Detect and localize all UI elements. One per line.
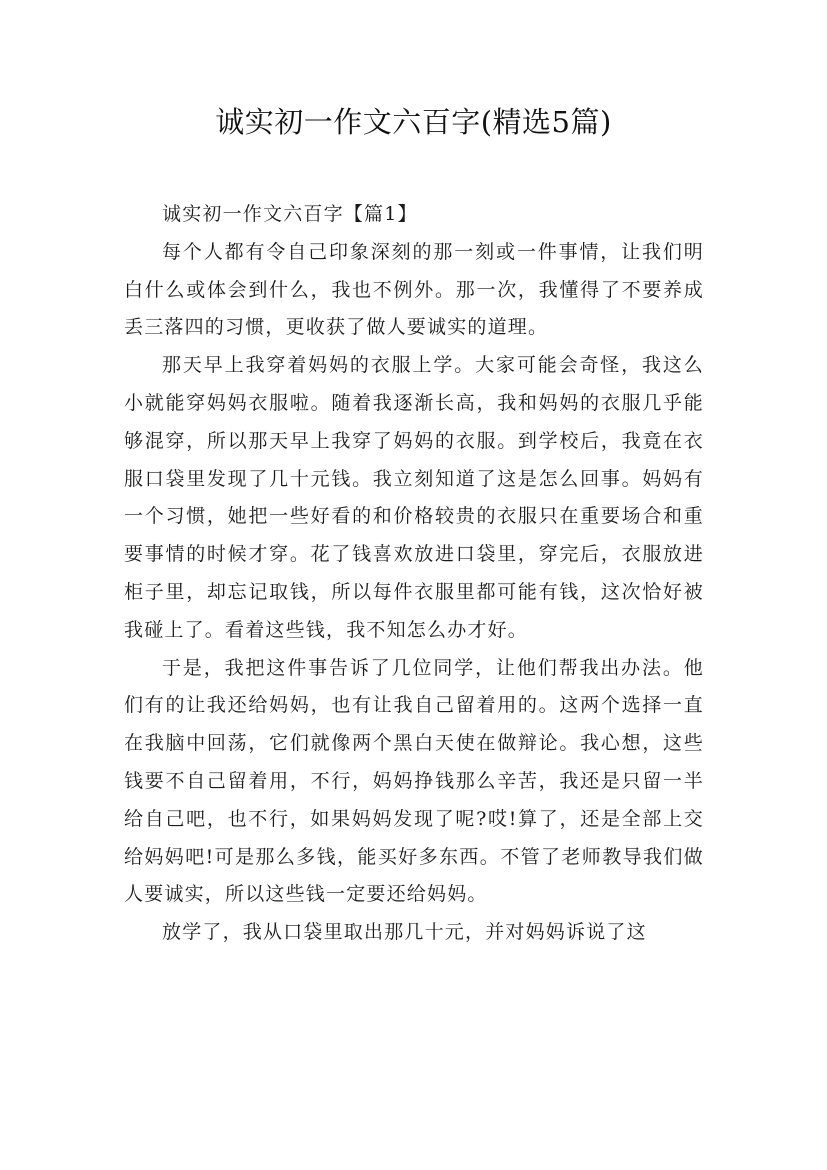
section-heading: 诚实初一作文六百字【篇1】: [162, 203, 418, 225]
paragraph-2: 那天早上我穿着妈妈的衣服上学。大家可能会奇怪，我这么小就能穿妈妈衣服啦。随着我逐渐长高，我和妈妈的衣服几乎能够混穿，所以那天早上我穿了妈妈的衣服。到学校后，我竟在衣服口袋里发现了几十元钱。我立刻知道了这是怎么回事。妈妈有一个习惯，她把一些好看的和价格较贵的衣服只在重要场合和重要事情的时候才穿。花了钱喜欢放进口袋里，穿完后，衣服放进柜子里，却忘记取钱，所以每件衣服里都可能有钱，这次恰好被我碰上了。看着这些钱，我不知怎么办才好。: [124, 354, 704, 641]
document-title: 诚实初一作文六百字(精选5篇): [215, 105, 612, 139]
paragraph-4: 放学了，我从口袋里取出那几十元，并对妈妈诉说了这: [162, 921, 647, 944]
paragraph-1: 每个人都有令自己印象深刻的那一刻或一件事情，让我们明白什么或体会到什么，我也不例外。那一次，我懂得了不要养成丢三落四的习惯，更收获了做人要诚实的道理。: [124, 240, 704, 339]
paragraph-3: 于是，我把这件事告诉了几位同学，让他们帮我出办法。他们有的让我还给妈妈，也有让我自己留着用的。这两个选择一直在我脑中回荡，它们就像两个黑白天使在做辩论。我心想，这些钱要不自己留着用，不行，妈妈挣钱那么辛苦，我还是只留一半给自己吧，也不行，如果妈妈发现了呢?哎!算了，还是全部上交给妈妈吧!可是那么多钱，能买好多东西。不管了老师教导我们做人要诚实，所以这些钱一定要还给妈妈。: [124, 656, 704, 906]
document-body: [124, 196, 704, 952]
